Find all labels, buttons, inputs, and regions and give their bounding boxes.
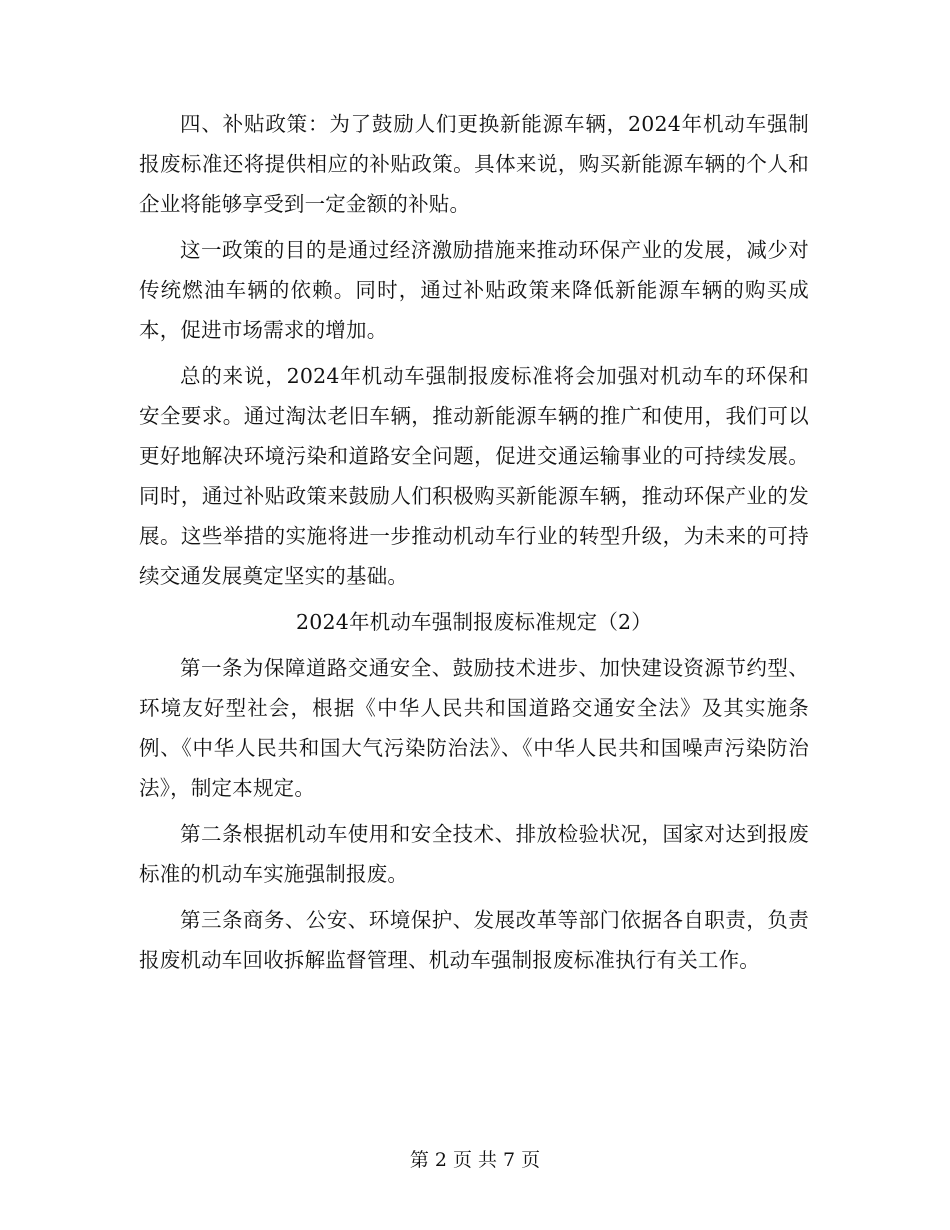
paragraph-summary: 总的来说，2024年机动车强制报废标准将会加强对机动车的环保和安全要求。通过淘汰老旧车辆，推动新能源车辆的推广和使用，我们可以更好地解决环境污染和道路安全问题，促进交通运输事业的可持续发展。同时，通过补贴政策来鼓励人们积极购买新能源车辆，推动环保产业的发展。这些举措的实施将进一步推动机动车行业的转型升级，为未来的可持续交通发展奠定坚实的基础。 — [139, 364, 809, 588]
paragraph-policy-purpose: 这一政策的目的是通过经济激励措施来推动环保产业的发展，减少对传统燃油车辆的依赖。同时，通过补贴政策来降低新能源车辆的购买成本，促进市场需求的增加。 — [139, 238, 809, 342]
paragraph-article-3: 第三条商务、公安、环境保护、发展改革等部门依据各自职责，负责报废机动车回收拆解监督管理、机动车强制报废标准执行有关工作。 — [139, 908, 809, 972]
paragraph-article-2: 第二条根据机动车使用和安全技术、排放检验状况，国家对达到报废标准的机动车实施强制报废。 — [139, 822, 809, 886]
paragraph-subsidy-policy: 四、补贴政策：为了鼓励人们更换新能源车辆，2024年机动车强制报废标准还将提供相应的补贴政策。具体来说，购买新能源车辆的个人和企业将能够享受到一定金额的补贴。 — [139, 112, 809, 216]
section-title: 2024年机动车强制报废标准规定（2） — [295, 610, 652, 634]
document-body — [139, 104, 809, 986]
page-number-footer: 第 2 页 共 7 页 — [409, 1149, 541, 1171]
paragraph-article-1: 第一条为保障道路交通安全、鼓励技术进步、加快建设资源节约型、环境友好型社会，根据《中华人民共和国道路交通安全法》及其实施条例、《中华人民共和国大气污染防治法》、《中华人民共和国噪声污染防治法》，制定本规定。 — [139, 656, 809, 800]
